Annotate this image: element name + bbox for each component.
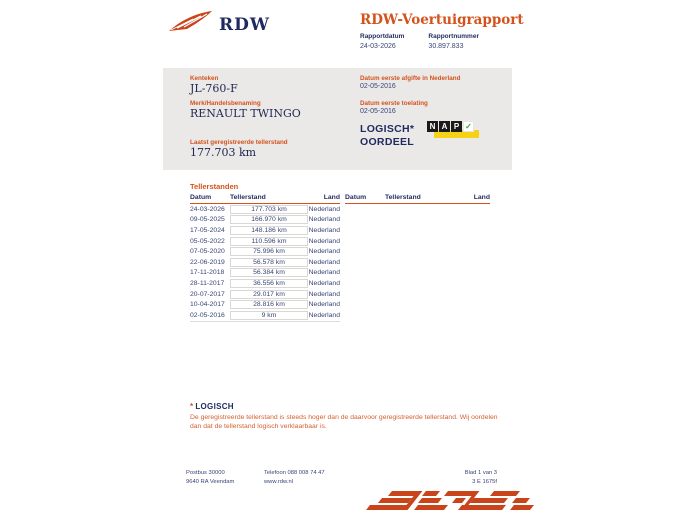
oordeel-text: [360, 123, 414, 149]
table-header: [190, 194, 340, 204]
tellerstanden-section-title: Tellerstanden: [190, 182, 239, 191]
cell-tellerstand: 28.816 km: [230, 300, 308, 309]
kenteken-label: Kenteken: [190, 75, 219, 82]
nap-check-icon: ✓: [463, 121, 474, 132]
table-row: [190, 299, 340, 310]
cell-datum: 17-05-2024: [190, 226, 225, 234]
oordeel-line1: LOGISCH*: [360, 123, 415, 135]
cell-tellerstand: 29.017 km: [230, 290, 308, 299]
col-datum: Datum: [345, 194, 367, 201]
cell-datum: 05-05-2022: [190, 237, 225, 245]
table-row: [190, 278, 340, 289]
cell-land: Nederland: [308, 248, 340, 256]
col-tellerstand: Tellerstand: [385, 194, 421, 201]
cell-tellerstand: 56.578 km: [230, 258, 308, 267]
table-row: [190, 246, 340, 257]
footer-phone: Telefoon 088 008 74 47: [264, 470, 325, 476]
tellerstanden-table-left: [190, 194, 340, 322]
report-date: [360, 33, 404, 50]
footer-address: [186, 469, 234, 487]
footer-address-line2: 9640 RA Veendam: [186, 479, 235, 485]
nap-letter-a: A: [439, 121, 450, 132]
report-number-label: Rapportnummer: [428, 33, 479, 40]
cell-datum: 10-04-2017: [190, 301, 225, 309]
table-rows: [190, 204, 340, 322]
table-header: [345, 194, 490, 204]
cell-land: Nederland: [308, 205, 340, 213]
col-land: Land: [473, 194, 490, 201]
speed-stripes-graphic: [368, 490, 536, 512]
cell-tellerstand: 75.996 km: [230, 247, 308, 256]
table-row: [190, 310, 340, 321]
cell-datum: 17-11-2018: [190, 269, 225, 277]
table-row: [190, 257, 340, 268]
nap-logo: [427, 121, 479, 140]
col-tellerstand: Tellerstand: [230, 194, 266, 201]
note-asterisk: *: [190, 402, 196, 411]
cell-land: Nederland: [308, 311, 340, 319]
note-title-word: LOGISCH: [195, 402, 234, 411]
laatste-tellerstand-value: 177.703 km: [190, 146, 257, 159]
oordeel-line2: OORDEEL: [360, 136, 415, 148]
cell-land: Nederland: [308, 269, 340, 277]
logisch-note-title: [190, 402, 234, 411]
footer-contact: [264, 469, 325, 487]
report-date-value: 24-03-2026: [360, 43, 396, 50]
cell-land: Nederland: [308, 216, 340, 224]
toelating-value: 02-05-2016: [360, 108, 396, 115]
table-row: [190, 268, 340, 279]
cell-datum: 20-07-2017: [190, 290, 225, 298]
cell-datum: 09-05-2025: [190, 216, 225, 224]
cell-land: Nederland: [308, 301, 340, 309]
cell-tellerstand: 166.970 km: [230, 215, 308, 224]
footer-form-code: 3 E 1675f: [472, 479, 497, 485]
nap-letter-n: N: [427, 121, 438, 132]
kenteken-value: JL-760-F: [190, 82, 238, 95]
rdw-logo: [167, 10, 270, 39]
cell-tellerstand: 36.556 km: [230, 279, 308, 288]
col-datum: Datum: [190, 194, 212, 201]
footer-page-info: [465, 469, 497, 487]
afgifte-label: Datum eerste afgifte in Nederland: [360, 75, 461, 82]
cell-land: Nederland: [308, 237, 340, 245]
cell-datum: 07-05-2020: [190, 248, 225, 256]
rdw-wing-icon: [167, 10, 213, 39]
vehicle-summary-box: [163, 68, 512, 170]
merk-value: RENAULT TWINGO: [190, 107, 301, 120]
report-number: [428, 33, 479, 50]
nap-letter-p: P: [451, 121, 462, 132]
table-row: [190, 289, 340, 300]
table-row: [190, 225, 340, 236]
logisch-note-body: De geregistreerde tellerstand is steeds hoger dan de daarvoor geregistreerde tellerstand. Wij oordelen dan dat de tellerstand logisch verklaarbaar is.: [190, 414, 498, 430]
footer-page-number: Blad 1 van 3: [464, 470, 497, 476]
cell-land: Nederland: [308, 290, 340, 298]
cell-tellerstand: 148.186 km: [230, 226, 308, 235]
cell-tellerstand: 110.596 km: [230, 237, 308, 246]
cell-land: Nederland: [308, 279, 340, 287]
cell-land: Nederland: [308, 226, 340, 234]
cell-datum: 28-11-2017: [190, 279, 225, 287]
col-land: Land: [323, 194, 340, 201]
merk-label: Merk/Handelsbenaming: [190, 100, 261, 107]
footer-website: www.rdw.nl: [264, 479, 293, 485]
cell-tellerstand: 56.384 km: [230, 268, 308, 277]
laatste-tellerstand-label: Laatst geregistreerde tellerstand: [190, 139, 288, 146]
cell-tellerstand: 177.703 km: [230, 205, 308, 214]
afgifte-value: 02-05-2016: [360, 83, 396, 90]
cell-datum: 22-06-2019: [190, 258, 225, 266]
page-title: RDW-Voertuigrapport: [360, 12, 524, 28]
cell-datum: 02-05-2016: [190, 311, 225, 319]
report-meta: [360, 33, 479, 50]
cell-datum: 24-03-2026: [190, 205, 225, 213]
table-row: [190, 236, 340, 247]
report-date-label: Rapportdatum: [360, 33, 405, 40]
toelating-label: Datum eerste toelating: [360, 100, 428, 107]
rdw-logo-text: RDW: [219, 14, 270, 35]
tellerstanden-table-right: [345, 194, 490, 204]
table-row: [190, 204, 340, 215]
footer-address-line1: Postbus 30000: [186, 470, 225, 476]
cell-land: Nederland: [308, 258, 340, 266]
cell-tellerstand: 9 km: [230, 311, 308, 320]
report-number-value: 30.897.833: [428, 43, 464, 50]
table-row: [190, 215, 340, 226]
